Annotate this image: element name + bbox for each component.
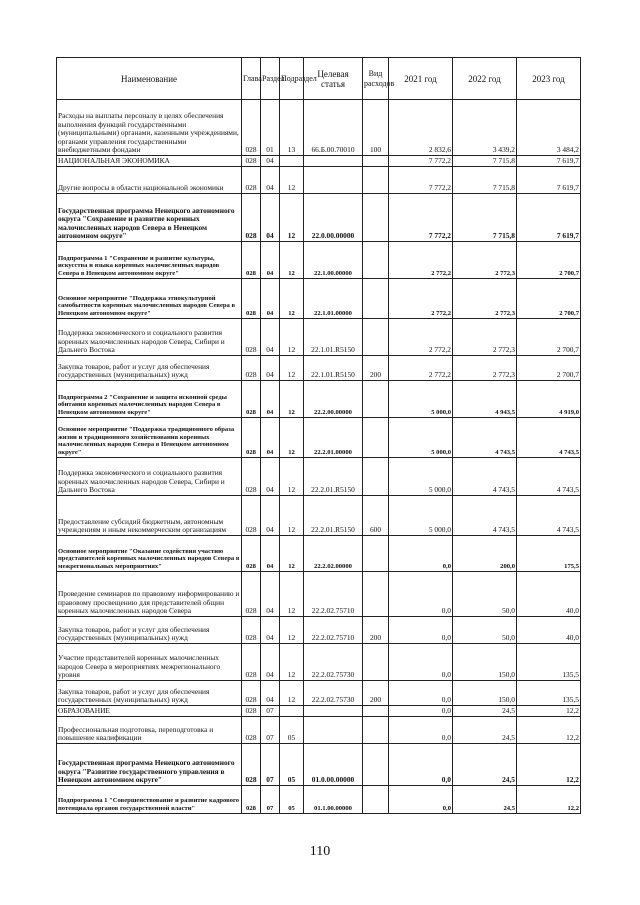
row-target: 22.1.01.R5150: [304, 356, 363, 381]
table-row: [57, 681, 581, 706]
row-target: 66.Б.00.70010: [304, 100, 363, 156]
row-podrazdel: 12: [280, 194, 304, 242]
row-2023: 7 619,7: [517, 156, 581, 167]
row-2022: 4 943,5: [453, 381, 517, 418]
budget-table: [56, 57, 581, 814]
row-razdel: 04: [261, 536, 280, 572]
row-name: Расходы на выплаты персоналу в целях обеспечения выполнения функций государственными (муниципальными) органами, казенными учреждениями, органами управления государственными внебюджетными фондами: [57, 100, 242, 156]
row-name: Поддержка экономического и социального развития коренных малочисленных народов Севера, Сибири и Дальнего Востока: [57, 319, 242, 356]
row-2023: 4 919,0: [517, 381, 581, 418]
table-row: [57, 717, 581, 744]
row-name: Закупка товаров, работ и услуг для обеспечения государственных (муниципальных) нужд: [57, 681, 242, 706]
row-glava: 028: [242, 418, 261, 458]
row-2021: 2 772,2: [389, 356, 453, 381]
row-razdel: 07: [261, 717, 280, 744]
row-glava: 028: [242, 458, 261, 496]
row-glava: 028: [242, 279, 261, 319]
header-razdel: Раздел: [261, 58, 280, 100]
row-razdel: 04: [261, 496, 280, 536]
row-2023: 2 700,7: [517, 279, 581, 319]
row-razdel: 07: [261, 786, 280, 814]
row-2023: 12,2: [517, 744, 581, 786]
row-vid: [363, 156, 389, 167]
row-glava: 028: [242, 744, 261, 786]
row-podrazdel: 12: [280, 572, 304, 617]
row-2021: 7 772,2: [389, 156, 453, 167]
row-2021: 2 832,6: [389, 100, 453, 156]
row-glava: 028: [242, 242, 261, 279]
header-glava: Глава: [242, 58, 261, 100]
row-vid: [363, 381, 389, 418]
row-name: Проведение семинаров по правовому информированию и правовому просвещению для представителей общин коренных малочисленных народов Севера: [57, 572, 242, 617]
row-2022: 4 743,5: [453, 418, 517, 458]
row-2023: 12,2: [517, 786, 581, 814]
table-row: [57, 381, 581, 418]
page-number: 110: [309, 844, 331, 859]
row-vid: [363, 279, 389, 319]
row-podrazdel: 13: [280, 100, 304, 156]
table-row: [57, 572, 581, 617]
row-2023: 2 700,7: [517, 356, 581, 381]
row-target: 22.2.02.75710: [304, 572, 363, 617]
row-name: Основное мероприятие "Оказание содействия участию представителей коренных малочисленных народов Севера в межрегиональных мероприятиях": [57, 536, 242, 572]
row-glava: 028: [242, 100, 261, 156]
row-2022: 4 743,5: [453, 458, 517, 496]
row-podrazdel: 12: [280, 279, 304, 319]
row-razdel: 04: [261, 681, 280, 706]
row-glava: 028: [242, 356, 261, 381]
row-2021: 0,0: [389, 572, 453, 617]
row-name: Основное мероприятие "Поддержка традиционного образа жизни и традиционного хозяйствования коренных малочисленных народов Севера в Ненецком автономном округе": [57, 418, 242, 458]
row-2021: 7 772,2: [389, 167, 453, 194]
row-razdel: 04: [261, 644, 280, 681]
row-2021: 0,0: [389, 706, 453, 717]
row-2022: 3 439,2: [453, 100, 517, 156]
row-podrazdel: 12: [280, 681, 304, 706]
row-vid: [363, 418, 389, 458]
row-razdel: 04: [261, 572, 280, 617]
row-name: Профессиональная подготовка, переподготовка и повышение квалификации: [57, 717, 242, 744]
row-podrazdel: 12: [280, 617, 304, 644]
row-target: 22.1.00.00000: [304, 242, 363, 279]
row-2022: 24,5: [453, 717, 517, 744]
row-podrazdel: [280, 156, 304, 167]
row-name: Основное мероприятие "Поддержка этнокультурной самобытности коренных малочисленных народов Севера в Ненецком автономном округе": [57, 279, 242, 319]
table-row: [57, 744, 581, 786]
row-name: Закупка товаров, работ и услуг для обеспечения государственных (муниципальных) нужд: [57, 356, 242, 381]
row-razdel: 04: [261, 194, 280, 242]
row-2023: 3 484,2: [517, 100, 581, 156]
row-2021: 2 772,2: [389, 319, 453, 356]
row-vid: [363, 167, 389, 194]
row-podrazdel: 12: [280, 319, 304, 356]
row-2022: 24,5: [453, 706, 517, 717]
row-glava: 028: [242, 319, 261, 356]
row-podrazdel: 12: [280, 644, 304, 681]
row-2023: 40,0: [517, 617, 581, 644]
row-2022: 2 772,3: [453, 319, 517, 356]
row-razdel: 07: [261, 706, 280, 717]
row-2023: 135,5: [517, 644, 581, 681]
row-podrazdel: 05: [280, 786, 304, 814]
row-razdel: 07: [261, 744, 280, 786]
row-vid: [363, 706, 389, 717]
row-vid: 200: [363, 617, 389, 644]
row-vid: [363, 644, 389, 681]
row-2021: 0,0: [389, 617, 453, 644]
row-vid: [363, 194, 389, 242]
table-row: [57, 279, 581, 319]
row-glava: 028: [242, 572, 261, 617]
row-2023: 7 619,7: [517, 194, 581, 242]
row-razdel: 04: [261, 319, 280, 356]
row-vid: [363, 319, 389, 356]
row-name: ОБРАЗОВАНИЕ: [57, 706, 242, 717]
row-2021: 5 000,0: [389, 418, 453, 458]
table-row: [57, 418, 581, 458]
table-row: [57, 156, 581, 167]
row-2022: 2 772,3: [453, 356, 517, 381]
row-target: 22.2.02.75730: [304, 644, 363, 681]
row-razdel: 04: [261, 381, 280, 418]
row-2022: 24,5: [453, 744, 517, 786]
row-target: 22.2.01.R5150: [304, 496, 363, 536]
row-2022: 4 743,5: [453, 496, 517, 536]
row-target: 22.2.01.R5150: [304, 458, 363, 496]
row-2022: 2 772,3: [453, 242, 517, 279]
row-2021: 5 000,0: [389, 458, 453, 496]
row-glava: 028: [242, 717, 261, 744]
row-2022: 150,0: [453, 644, 517, 681]
row-podrazdel: 05: [280, 744, 304, 786]
row-razdel: 04: [261, 242, 280, 279]
row-podrazdel: 12: [280, 167, 304, 194]
table-row: [57, 458, 581, 496]
header-row: [57, 58, 581, 100]
header-target: Целевая статья: [304, 58, 363, 100]
row-target: 01.1.00.00000: [304, 786, 363, 814]
row-podrazdel: 12: [280, 381, 304, 418]
row-glava: 028: [242, 786, 261, 814]
row-2022: 2 772,3: [453, 279, 517, 319]
row-2021: 0,0: [389, 536, 453, 572]
row-2021: 0,0: [389, 744, 453, 786]
row-target: [304, 167, 363, 194]
row-podrazdel: 12: [280, 242, 304, 279]
row-vid: 600: [363, 496, 389, 536]
row-glava: 028: [242, 167, 261, 194]
row-vid: [363, 572, 389, 617]
row-2022: 200,0: [453, 536, 517, 572]
row-podrazdel: 12: [280, 536, 304, 572]
table-row: [57, 644, 581, 681]
table-row: [57, 167, 581, 194]
row-vid: 200: [363, 681, 389, 706]
row-glava: 028: [242, 496, 261, 536]
row-podrazdel: 12: [280, 356, 304, 381]
row-2023: 4 743,5: [517, 496, 581, 536]
row-podrazdel: [280, 706, 304, 717]
row-glava: 028: [242, 617, 261, 644]
row-razdel: 04: [261, 356, 280, 381]
row-razdel: 01: [261, 100, 280, 156]
table-row: [57, 194, 581, 242]
table-row: [57, 100, 581, 156]
row-2022: 24,5: [453, 786, 517, 814]
row-target: 22.2.01.00000: [304, 418, 363, 458]
row-glava: 028: [242, 644, 261, 681]
row-razdel: 04: [261, 458, 280, 496]
row-2021: 7 772,2: [389, 194, 453, 242]
row-razdel: 04: [261, 167, 280, 194]
row-vid: [363, 242, 389, 279]
row-2023: 2 700,7: [517, 242, 581, 279]
row-name: Государственная программа Ненецкого автономного округа "Развитие государственного управления в Ненецком автономном округе": [57, 744, 242, 786]
row-2023: 2 700,7: [517, 319, 581, 356]
row-2023: 12,2: [517, 717, 581, 744]
row-2021: 5 000,0: [389, 381, 453, 418]
row-vid: 200: [363, 356, 389, 381]
row-podrazdel: 05: [280, 717, 304, 744]
row-2021: 5 000,0: [389, 496, 453, 536]
table-row: [57, 356, 581, 381]
row-glava: 028: [242, 381, 261, 418]
row-target: 01.0.00.00000: [304, 744, 363, 786]
table-row: [57, 536, 581, 572]
table-row: [57, 242, 581, 279]
row-name: Поддержка экономического и социального развития коренных малочисленных народов Севера, Сибири и Дальнего Востока: [57, 458, 242, 496]
row-glava: 028: [242, 706, 261, 717]
row-vid: [363, 744, 389, 786]
header-podrazdel: Подраздел: [280, 58, 304, 100]
row-target: [304, 717, 363, 744]
row-glava: 028: [242, 156, 261, 167]
header-2022: 2022 год: [453, 58, 517, 100]
row-name: Предоставление субсидий бюджетным, автономным учреждениям и иным некоммерческим организациям: [57, 496, 242, 536]
row-2022: 7 715,8: [453, 194, 517, 242]
row-2021: 0,0: [389, 644, 453, 681]
row-2022: 7 715,8: [453, 156, 517, 167]
row-name: НАЦИОНАЛЬНАЯ ЭКОНОМИКА: [57, 156, 242, 167]
row-vid: [363, 717, 389, 744]
row-glava: 028: [242, 194, 261, 242]
row-name: Закупка товаров, работ и услуг для обеспечения государственных (муниципальных) нужд: [57, 617, 242, 644]
row-razdel: 04: [261, 279, 280, 319]
row-name: Участие представителей коренных малочисленных народов Севера в мероприятиях межрегионального уровня: [57, 644, 242, 681]
table-row: [57, 706, 581, 717]
row-2023: 12,2: [517, 706, 581, 717]
row-name: Государственная программа Ненецкого автономного округа "Сохранение и развитие коренных малочисленных народов Севера в Ненецком автономном округе": [57, 194, 242, 242]
row-2022: 50,0: [453, 617, 517, 644]
row-vid: 100: [363, 100, 389, 156]
row-target: 22.2.02.75730: [304, 681, 363, 706]
header-vid: Вид расходов: [363, 58, 389, 100]
row-name: Подпрограмма 2 "Сохранение и защита исконной среды обитания коренных малочисленных народов Севера в Ненецком автономном округе": [57, 381, 242, 418]
row-glava: 028: [242, 536, 261, 572]
table-row: [57, 617, 581, 644]
row-target: 22.1.01.00000: [304, 279, 363, 319]
row-razdel: 04: [261, 156, 280, 167]
row-2023: 4 743,5: [517, 418, 581, 458]
row-target: [304, 706, 363, 717]
header-name: Наименование: [57, 58, 242, 100]
row-2022: 50,0: [453, 572, 517, 617]
row-2023: 175,5: [517, 536, 581, 572]
row-name: Другие вопросы в области национальной экономики: [57, 167, 242, 194]
header-2023: 2023 год: [517, 58, 581, 100]
row-2023: 4 743,5: [517, 458, 581, 496]
row-2023: 7 619,7: [517, 167, 581, 194]
table-row: [57, 786, 581, 814]
row-razdel: 04: [261, 418, 280, 458]
row-podrazdel: 12: [280, 418, 304, 458]
row-target: 22.1.01.R5150: [304, 319, 363, 356]
table-row: [57, 319, 581, 356]
row-2021: 0,0: [389, 717, 453, 744]
row-glava: 028: [242, 681, 261, 706]
row-target: [304, 156, 363, 167]
table-row: [57, 496, 581, 536]
row-name: Подпрограмма 1 "Сохранение и развитие культуры, искусства и языка коренных малочисленных народов Севера в Ненецком автономном округе": [57, 242, 242, 279]
row-2023: 40,0: [517, 572, 581, 617]
row-target: 22.0.00.00000: [304, 194, 363, 242]
row-name: Подпрограмма 1 "Совершенствование и развитие кадрового потенциала органов государственной власти": [57, 786, 242, 814]
row-vid: [363, 458, 389, 496]
row-2021: 0,0: [389, 681, 453, 706]
row-2021: 2 772,2: [389, 279, 453, 319]
row-2023: 135,5: [517, 681, 581, 706]
row-vid: [363, 786, 389, 814]
row-2022: 7 715,8: [453, 167, 517, 194]
row-2021: 2 772,2: [389, 242, 453, 279]
row-target: 22.2.00.00000: [304, 381, 363, 418]
row-vid: [363, 536, 389, 572]
row-target: 22.2.02.75710: [304, 617, 363, 644]
row-razdel: 04: [261, 617, 280, 644]
row-podrazdel: 12: [280, 458, 304, 496]
header-2021: 2021 год: [389, 58, 453, 100]
row-target: 22.2.02.00000: [304, 536, 363, 572]
row-podrazdel: 12: [280, 496, 304, 536]
row-2021: 0,0: [389, 786, 453, 814]
row-2022: 150,0: [453, 681, 517, 706]
